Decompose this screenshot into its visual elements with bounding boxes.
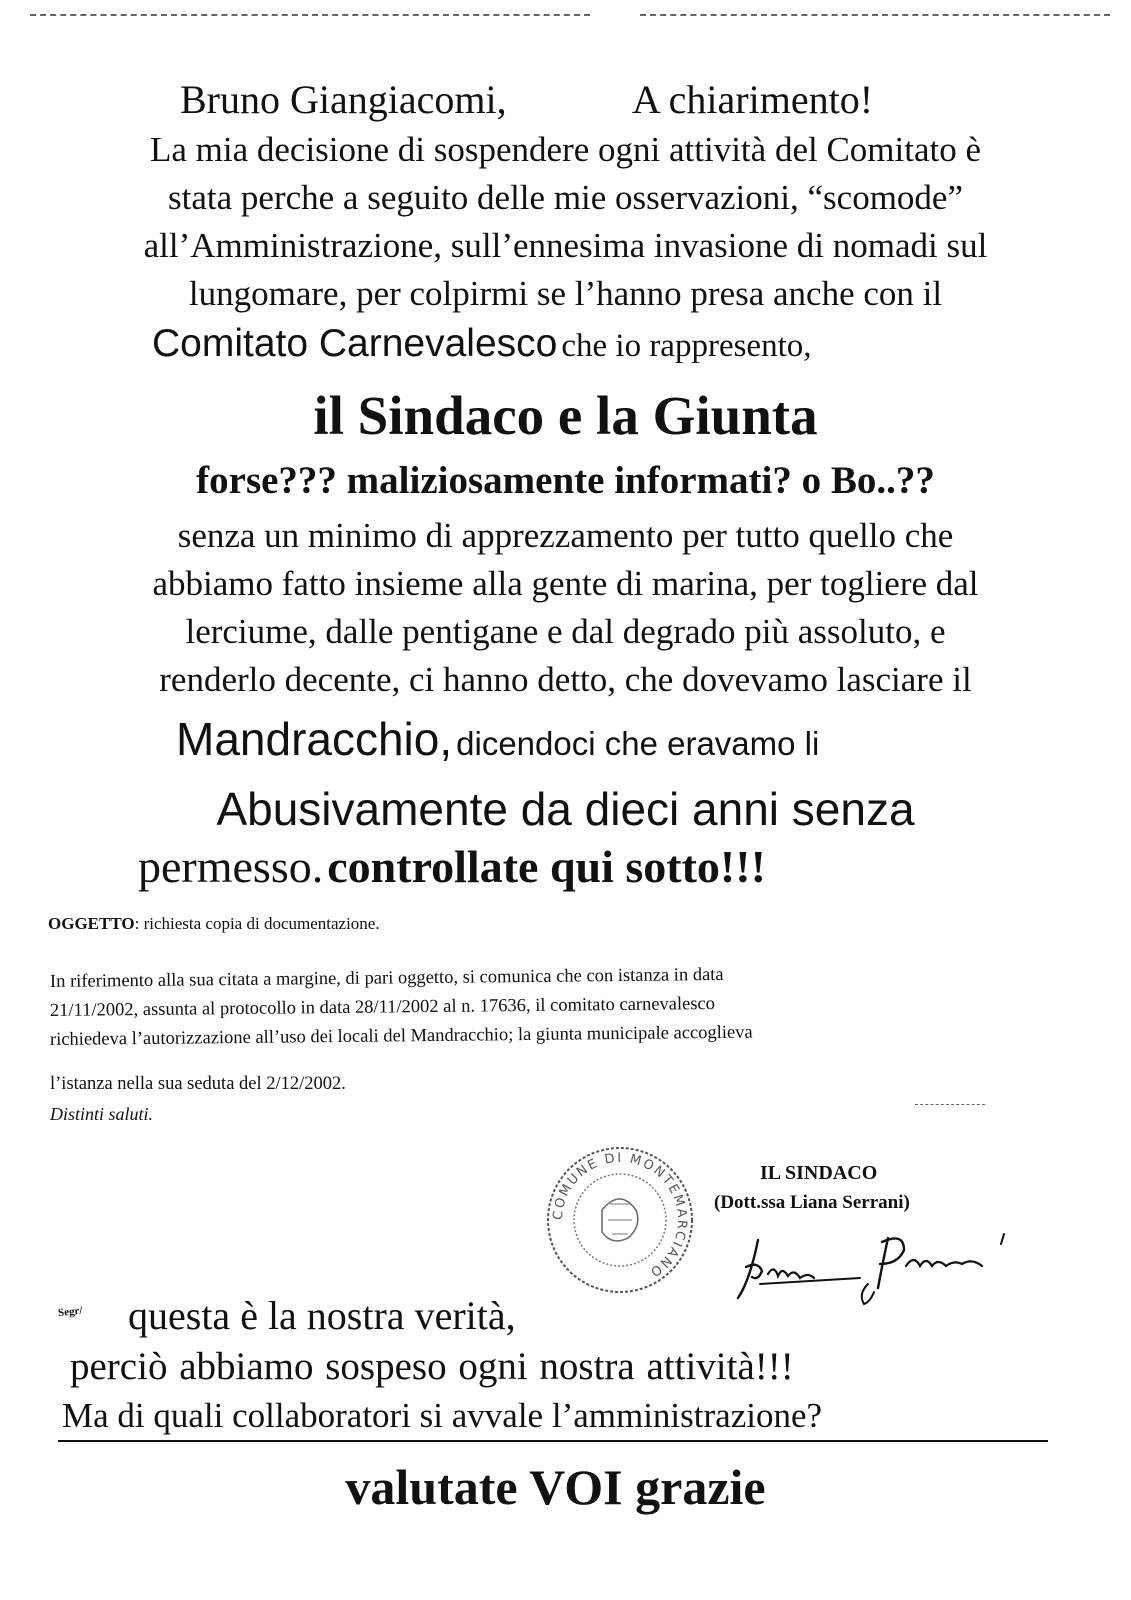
committee-name: Comitato Carnevalesco <box>152 322 558 365</box>
body-line-1: senza un minimo di apprezzamento per tutto quello che <box>177 516 954 555</box>
body-line-3: lerciume, dalle pentigane e dal degrado più assoluto, e <box>185 612 946 651</box>
headline: il Sindaco e la Giunta <box>313 385 818 446</box>
greeting: Bruno Giangiacomi, <box>180 77 507 122</box>
svg-text:COMUNE DI MONTEMARCIANO <box>551 1151 689 1280</box>
permit-word: permesso. <box>138 841 324 892</box>
question-underline <box>58 1440 1048 1442</box>
question-line: Ma di quali collaboratori si avvale l’amministrazione? <box>62 1396 823 1435</box>
subheadline: forse??? maliziosamente informati? o Bo..?? <box>196 459 935 502</box>
scan-border-top-left <box>30 14 590 16</box>
committee-line <box>152 322 812 366</box>
abusive-line: Abusivamente da dieci anni senza <box>216 783 915 835</box>
letter-dash <box>915 1104 985 1105</box>
letter-closing: Distinti saluti. <box>50 1104 154 1124</box>
municipal-stamp <box>540 1140 700 1300</box>
permit-line <box>138 840 766 893</box>
intro-line-1: La mia decisione di sospendere ogni attività del Comitato è <box>149 130 982 169</box>
secretary-mark: Segr/ <box>57 1304 84 1320</box>
conclusion-line-2: perciò abbiamo sospeso ogni nostra attività!!! <box>70 1345 794 1388</box>
intro-line-2: stata perche a seguito delle mie osservazioni, “scomode” <box>168 178 963 217</box>
intro-line-3: all’Amministrazione, sull’ennesima invasione di nomadi sul <box>143 226 988 265</box>
subject-label: OGGETTO <box>48 914 135 933</box>
signature <box>720 1222 1020 1312</box>
mandracchio-line <box>176 712 819 766</box>
signer-name: (Dott.ssa Liana Serrani) <box>714 1192 910 1213</box>
letter-line-1: In riferimento alla sua citata a margine, di pari oggetto, si comunica che con istanza in data <box>49 964 724 992</box>
stamp-text: COMUNE DI MONTEMARCIANO <box>550 1150 690 1281</box>
letter-line-3: richiedeva l’autorizzazione all’uso dei locali del Mandracchio; la giunta municipale accoglieva <box>49 1022 753 1050</box>
body-line-2: abbiamo fatto insieme alla gente di marina, per togliere dal <box>152 564 979 603</box>
committee-rest: che io rappresento, <box>561 328 812 364</box>
conclusion-line-1: questa è la nostra verità, <box>128 1293 516 1338</box>
letter-subject <box>48 914 380 934</box>
mandracchio-rest: dicendoci che eravamo li <box>456 725 820 762</box>
mandracchio-word: Mandracchio, <box>176 713 453 765</box>
signer-title: IL SINDACO <box>760 1162 878 1184</box>
body-line-4: renderlo decente, ci hanno detto, che dovevamo lasciare il <box>159 660 972 699</box>
page-title: A chiarimento! <box>632 77 874 122</box>
letter-line-2: 21/11/2002, assunta al protocollo in data 28/11/2002 al n. 17636, il comitato carnevalesco <box>49 994 716 1021</box>
subject-text: : richiesta copia di documentazione. <box>134 914 380 933</box>
permit-check: controllate qui sotto!!! <box>327 841 766 892</box>
scan-border-top-right <box>640 14 1110 16</box>
final-line: valutate VOI grazie <box>345 1459 766 1515</box>
letter-line-4: l’istanza nella sua seduta del 2/12/2002. <box>50 1074 346 1094</box>
intro-line-4: lungomare, per colpirmi se l’hanno presa anche con il <box>188 274 943 313</box>
